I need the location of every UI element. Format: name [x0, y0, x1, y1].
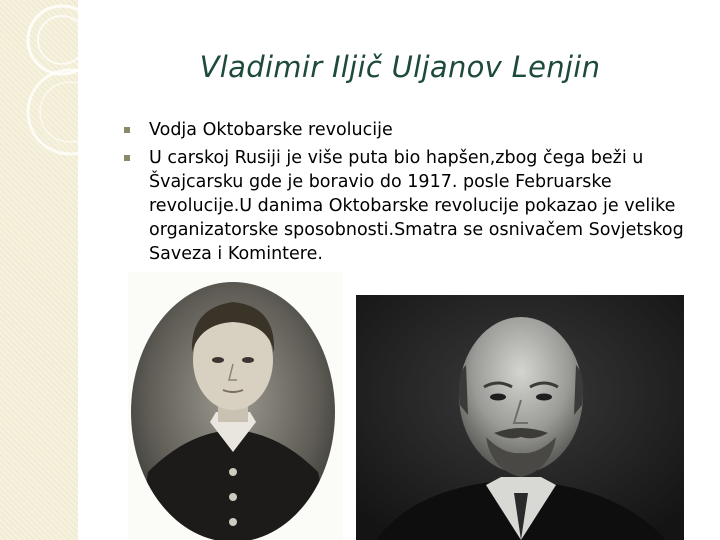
- bullet-item: [124, 146, 704, 266]
- bullet-text: U carskoj Rusiji je više puta bio hapšen,zbog čega beži u Švajcarsku gde je boravio do 1917. posle Februarske revolucije.U danima Oktobarske revolucije pokazao je velike organizatorske sposobnosti.Smatra se osnivačem Sovjetskog Saveza i Komintere.: [149, 148, 684, 264]
- decorative-sidebar: [0, 0, 78, 540]
- bullet-list: [124, 118, 704, 270]
- decorative-circles-graphic: [0, 0, 78, 200]
- bullet-text: Vodja Oktobarske revolucije: [149, 120, 393, 140]
- bullet-marker-icon: [124, 127, 130, 133]
- bullet-marker-icon: [124, 155, 130, 161]
- slide-title: Vladimir Iljič Uljanov Lenjin: [199, 50, 601, 84]
- bullet-item: [124, 118, 704, 142]
- adult-lenin-portrait: [356, 295, 684, 540]
- young-lenin-portrait: [128, 272, 343, 540]
